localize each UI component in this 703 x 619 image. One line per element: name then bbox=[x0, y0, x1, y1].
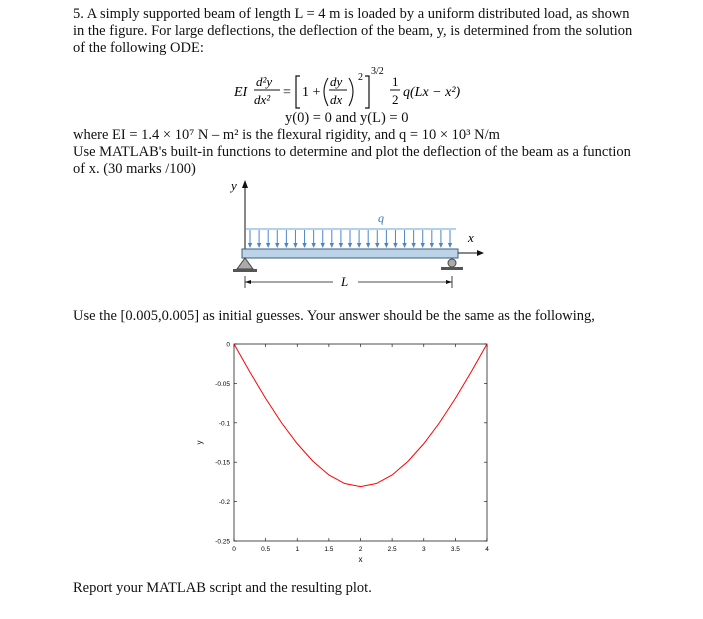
chart-x-tick-label: 1.5 bbox=[324, 546, 334, 553]
chart-x-tick-label: 1 bbox=[295, 546, 300, 553]
load-arrow-head bbox=[257, 243, 261, 248]
dim-L-label: L bbox=[341, 274, 349, 289]
load-arrow-head bbox=[311, 243, 315, 248]
load-arrow-head bbox=[421, 243, 425, 248]
eq-d2y: d²y bbox=[256, 74, 273, 89]
beam-x-arrow bbox=[477, 250, 484, 256]
boundary-conditions: y(0) = 0 and y(L) = 0 bbox=[285, 110, 409, 126]
load-arrow-head bbox=[248, 243, 252, 248]
load-q-label: q bbox=[378, 211, 384, 225]
left-ground bbox=[233, 269, 257, 272]
load-arrow-head bbox=[384, 243, 388, 248]
eq-dx2: dx² bbox=[254, 92, 271, 107]
where-line: where EI = 1.4 × 10⁷ N – m² is the flexural rigidity, and q = 10 × 10³ N/m bbox=[73, 127, 500, 143]
load-arrow-head bbox=[302, 243, 306, 248]
chart-x-tick-label: 0.5 bbox=[261, 546, 271, 553]
chart-y-tick-label: -0.15 bbox=[215, 459, 230, 467]
load-arrows bbox=[248, 230, 452, 248]
use-line-1: Use MATLAB's built-in functions to determine and plot the deflection of the beam as a function bbox=[73, 144, 631, 160]
right-ground bbox=[441, 267, 463, 270]
load-arrow-head bbox=[321, 243, 325, 248]
load-arrow-head bbox=[393, 243, 397, 248]
load-arrow-head bbox=[293, 243, 297, 248]
ode-equation bbox=[220, 58, 520, 114]
chart-y-label: y bbox=[195, 440, 204, 445]
dim-arrow-right bbox=[446, 280, 452, 284]
problem-line-3: of the following ODE: bbox=[73, 40, 204, 56]
eq-power: 3/2 bbox=[371, 66, 384, 77]
dim-arrow-left bbox=[245, 280, 251, 284]
guess-line: Use the [0.005,0.005] as initial guesses. Your answer should be the same as the following, bbox=[73, 308, 595, 324]
load-arrow-head bbox=[439, 243, 443, 248]
chart-y-tick-label: -0.1 bbox=[218, 420, 230, 428]
problem-line-1: 5. A simply supported beam of length L = 4 m is loaded by a uniform distributed load, as shown bbox=[73, 6, 630, 22]
chart-x-tick-label: 2 bbox=[358, 546, 363, 553]
left-pin-support bbox=[237, 258, 253, 269]
chart-y-tick-label: 0 bbox=[226, 341, 230, 349]
load-arrow-head bbox=[275, 243, 279, 248]
load-arrow-head bbox=[339, 243, 343, 248]
eq-ei: EI bbox=[234, 85, 248, 100]
report-line: Report your MATLAB script and the resulting plot. bbox=[73, 580, 372, 596]
beam-y-label: y bbox=[231, 178, 237, 193]
eq-one: 1 bbox=[392, 74, 399, 89]
chart-x-tick-label: 3 bbox=[421, 546, 426, 553]
eq-bracket-right bbox=[365, 76, 369, 108]
load-arrow-head bbox=[430, 243, 434, 248]
deflection-chart bbox=[190, 333, 510, 578]
load-arrow-head bbox=[366, 243, 370, 248]
chart-x-tick-label: 2.5 bbox=[387, 546, 397, 553]
chart-axes-box bbox=[234, 344, 487, 541]
load-arrow-head bbox=[348, 243, 352, 248]
chart-x-tick-label: 3.5 bbox=[450, 546, 460, 553]
beam-x-label: x bbox=[468, 230, 474, 245]
eq-paren-right bbox=[349, 78, 353, 106]
chart-y-tick-label: -0.05 bbox=[215, 380, 230, 388]
eq-square: 2 bbox=[358, 72, 363, 83]
beam-figure bbox=[228, 176, 488, 296]
load-arrow-head bbox=[448, 243, 452, 248]
load-arrow-head bbox=[266, 243, 270, 248]
eq-paren-left bbox=[324, 78, 328, 106]
eq-two: 2 bbox=[392, 92, 399, 107]
load-arrow-head bbox=[284, 243, 288, 248]
load-arrow-head bbox=[357, 243, 361, 248]
eq-equals: = bbox=[283, 85, 291, 100]
right-roller-support bbox=[448, 259, 456, 267]
chart-x-tick-label: 4 bbox=[485, 546, 489, 553]
load-arrow-head bbox=[411, 243, 415, 248]
eq-dy: dy bbox=[330, 74, 343, 89]
eq-qpart: q(Lx − x²) bbox=[403, 85, 461, 100]
load-arrow-head bbox=[330, 243, 334, 248]
beam-y-arrow bbox=[242, 180, 248, 188]
eq-one-plus: 1 + bbox=[302, 85, 321, 100]
problem-line-2: in the figure. For large deflections, the deflection of the beam, y, is determined from the solution bbox=[73, 23, 633, 39]
chart-y-tick-label: -0.2 bbox=[218, 499, 230, 507]
load-arrow-head bbox=[402, 243, 406, 248]
chart-y-tick-label: -0.25 bbox=[215, 538, 230, 546]
load-arrow-head bbox=[375, 243, 379, 248]
beam-body bbox=[242, 249, 458, 258]
chart-x-label: x bbox=[358, 555, 363, 564]
chart-x-tick-label: 0 bbox=[232, 546, 236, 553]
use-line-2: of x. (30 marks /100) bbox=[73, 161, 196, 177]
eq-dx: dx bbox=[330, 92, 343, 107]
eq-bracket-left bbox=[296, 76, 300, 108]
